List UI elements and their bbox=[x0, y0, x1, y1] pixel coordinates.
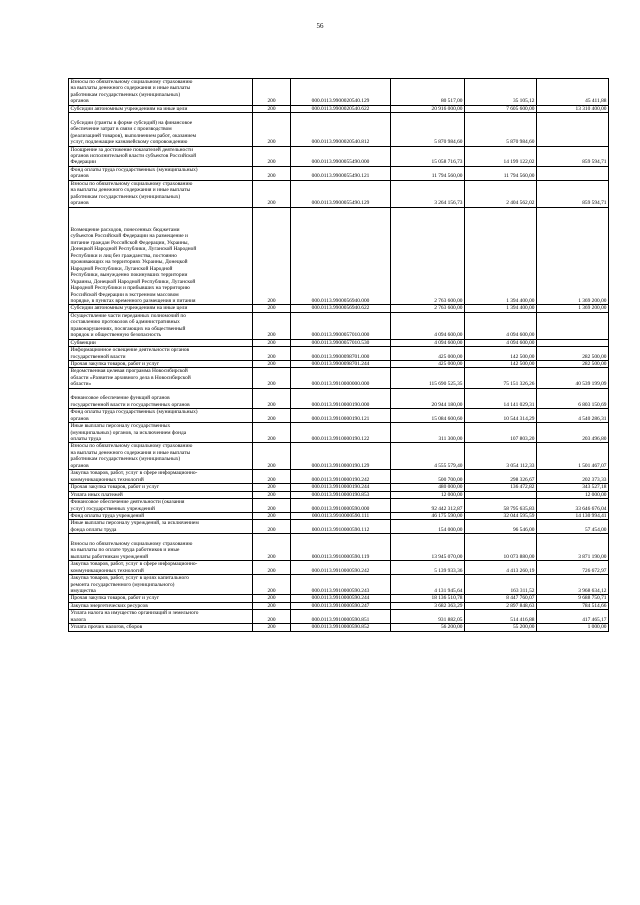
row-description: Прочая закупка товаров, работ и услуг bbox=[69, 361, 253, 368]
row-classification-code: 000.0113.9910000190.242 bbox=[291, 470, 391, 484]
row-classification-code: 000.0113.9910000190.121 bbox=[291, 409, 391, 423]
row-description: Взносы по обязательному социальному страхованию на выплаты денежного содержания и иные выплаты работникам государственных (муниципальных) органов bbox=[69, 79, 253, 106]
row-description: Поощрение за достижение показателей деятельности органов исполнительной власти субъектов Российской Федерации bbox=[69, 146, 253, 166]
row-department-code: 200 bbox=[253, 443, 291, 470]
row-description: Фонд оплаты труда государственных (муниципальных) органов bbox=[69, 166, 253, 180]
row-classification-code: 000.0113.9900055490.129 bbox=[291, 180, 391, 207]
row-classification-code: 000.0113.9900098701.244 bbox=[291, 361, 391, 368]
row-approved-amount: 5 139 933,36 bbox=[391, 561, 465, 575]
row-executed-amount: 58 795 635,83 bbox=[465, 499, 537, 513]
row-department-code: 200 bbox=[253, 113, 291, 146]
row-approved-amount: 12 000,00 bbox=[391, 491, 465, 498]
row-unexecuted-amount bbox=[537, 113, 609, 146]
table-row bbox=[69, 602, 609, 609]
row-executed-amount: 3 054 112,33 bbox=[465, 443, 537, 470]
row-unexecuted-amount: 57 454,00 bbox=[537, 520, 609, 534]
table-row bbox=[69, 79, 609, 106]
row-description: Уплата прочих налогов, сборов bbox=[69, 624, 253, 631]
row-description: Субсидии (гранты в форме субсидий) на финансовое обеспечение затрат в связи с производством (реализацией товаров), выполнением работ, оказанием услуг, подлежащие казначейскому сопровождению bbox=[69, 113, 253, 146]
row-description: Иные выплаты персоналу государственных (муниципальных) органов, за исключением фонда оплаты труда bbox=[69, 423, 253, 443]
row-description: Закупка товаров, работ, услуг в целях капитального ремонта государственного (муниципального) имущества bbox=[69, 575, 253, 595]
row-description: Финансовое обеспечение функций органов государственной власти и государственных органов bbox=[69, 388, 253, 408]
table-row bbox=[69, 575, 609, 595]
row-approved-amount: 4 094 600,00 bbox=[391, 339, 465, 346]
row-unexecuted-amount: 33 646 676,04 bbox=[537, 499, 609, 513]
row-classification-code: 000.0113.9910000590.111 bbox=[291, 513, 391, 520]
row-description: Прочая закупка товаров, работ и услуг bbox=[69, 595, 253, 602]
row-approved-amount: 92 442 312,87 bbox=[391, 499, 465, 513]
row-department-code: 200 bbox=[253, 602, 291, 609]
table-row bbox=[69, 207, 609, 305]
row-executed-amount: 5 870 984,60 bbox=[465, 113, 537, 146]
row-classification-code: 000.0113.9910000590.242 bbox=[291, 561, 391, 575]
row-department-code: 200 bbox=[253, 423, 291, 443]
row-department-code: 200 bbox=[253, 624, 291, 631]
row-approved-amount: 480 000,00 bbox=[391, 484, 465, 491]
row-executed-amount: 142 500,00 bbox=[465, 347, 537, 361]
row-approved-amount: 5 870 984,60 bbox=[391, 113, 465, 146]
table-row bbox=[69, 470, 609, 484]
table-row bbox=[69, 513, 609, 520]
table-row bbox=[69, 166, 609, 180]
row-approved-amount: 4 131 945,64 bbox=[391, 575, 465, 595]
row-unexecuted-amount: 3 968 634,12 bbox=[537, 575, 609, 595]
row-approved-amount: 931 882,05 bbox=[391, 610, 465, 624]
row-unexecuted-amount: 202 373,33 bbox=[537, 470, 609, 484]
row-approved-amount: 425 000,00 bbox=[391, 347, 465, 361]
row-classification-code: 000.0113.9900055490.000 bbox=[291, 146, 391, 166]
row-unexecuted-amount bbox=[537, 312, 609, 339]
row-classification-code: 000.0113.9910000590.247 bbox=[291, 602, 391, 609]
row-department-code: 200 bbox=[253, 470, 291, 484]
row-executed-amount: 8 447 760,07 bbox=[465, 595, 537, 602]
row-approved-amount: 500 700,00 bbox=[391, 470, 465, 484]
table-row bbox=[69, 610, 609, 624]
row-description: Ведомственная целевая программа Новосибирской области «Развитие архивного дела в Новосибирской области» bbox=[69, 368, 253, 388]
row-executed-amount: 136 472,82 bbox=[465, 484, 537, 491]
row-classification-code: 000.0113.9900020540.129 bbox=[291, 79, 391, 106]
row-department-code: 200 bbox=[253, 180, 291, 207]
row-description: Взносы по обязательному социальному страхованию на выплаты по оплате труда работников и иные выплаты работникам учреждений bbox=[69, 534, 253, 561]
row-department-code: 200 bbox=[253, 561, 291, 575]
row-department-code: 200 bbox=[253, 499, 291, 513]
row-unexecuted-amount: 6 803 150,69 bbox=[537, 388, 609, 408]
row-executed-amount: 163 311,52 bbox=[465, 575, 537, 595]
row-approved-amount: 2 763 600,00 bbox=[391, 207, 465, 305]
row-description: Уплата налога на имущество организаций и земельного налога bbox=[69, 610, 253, 624]
row-unexecuted-amount: 12 000,00 bbox=[537, 491, 609, 498]
row-approved-amount: 15 058 716,73 bbox=[391, 146, 465, 166]
row-description: Закупка энергетических ресурсов bbox=[69, 602, 253, 609]
row-approved-amount: 15 084 600,60 bbox=[391, 409, 465, 423]
row-executed-amount: 142 500,00 bbox=[465, 361, 537, 368]
table-row bbox=[69, 105, 609, 112]
row-unexecuted-amount: 1 369 200,00 bbox=[537, 305, 609, 312]
row-unexecuted-amount: 203 496,80 bbox=[537, 423, 609, 443]
row-department-code: 200 bbox=[253, 534, 291, 561]
row-unexecuted-amount: 40 539 199,09 bbox=[537, 368, 609, 388]
row-executed-amount: 35 105,12 bbox=[465, 79, 537, 106]
row-executed-amount: 1 394 400,00 bbox=[465, 305, 537, 312]
row-department-code: 200 bbox=[253, 361, 291, 368]
row-unexecuted-amount bbox=[537, 339, 609, 346]
row-description: Осуществление части переданных полномочий по составлению протоколов об административных правонарушениях, посягающих на общественный порядок и общественную безопасность bbox=[69, 312, 253, 339]
row-department-code: 200 bbox=[253, 339, 291, 346]
row-executed-amount: 96 546,00 bbox=[465, 520, 537, 534]
row-unexecuted-amount: 1 369 200,00 bbox=[537, 207, 609, 305]
row-description: Взносы по обязательному социальному страхованию на выплаты денежного содержания и иные выплаты работникам государственных (муниципальных) органов bbox=[69, 443, 253, 470]
table-row bbox=[69, 368, 609, 388]
table-row bbox=[69, 491, 609, 498]
row-executed-amount bbox=[465, 491, 537, 498]
row-approved-amount: 154 000,00 bbox=[391, 520, 465, 534]
row-approved-amount: 20 944 180,00 bbox=[391, 388, 465, 408]
row-description: Фонд оплаты труда учреждений bbox=[69, 513, 253, 520]
row-unexecuted-amount: 282 500,00 bbox=[537, 347, 609, 361]
row-department-code: 200 bbox=[253, 207, 291, 305]
row-approved-amount: 56 200,00 bbox=[391, 624, 465, 631]
row-classification-code: 000.0113.9910000590.243 bbox=[291, 575, 391, 595]
table-row bbox=[69, 409, 609, 423]
row-approved-amount: 80 517,00 bbox=[391, 79, 465, 106]
row-executed-amount: 298 326,67 bbox=[465, 470, 537, 484]
row-description: Возмещение расходов, понесенных бюджетами субъектов Российской Федерации на размещение и питание граждан Российской Федерации, Украины, Донецкой Народной Республики, Луганской Народной Республики и лиц без гражданства, постоянно проживающих на территориях Украины, Донецкой Народной Республики, Луганской Народной Республики, вынужденно покинувших территории Украины, Донецкой Народной Республики, Луганской Народной Республики и прибывших на территорию Российской Федерации в экстренном массовом порядке, в пунктах временного размещения и питания bbox=[69, 207, 253, 305]
table-row bbox=[69, 146, 609, 166]
row-unexecuted-amount: 1 501 467,07 bbox=[537, 443, 609, 470]
table-row bbox=[69, 361, 609, 368]
table-row bbox=[69, 347, 609, 361]
row-department-code: 200 bbox=[253, 347, 291, 361]
row-description: Прочая закупка товаров, работ и услуг bbox=[69, 484, 253, 491]
row-approved-amount: 11 794 560,00 bbox=[391, 166, 465, 180]
row-approved-amount: 3 682 363,29 bbox=[391, 602, 465, 609]
row-executed-amount: 1 394 400,00 bbox=[465, 207, 537, 305]
row-classification-code: 000.0113.9900055490.121 bbox=[291, 166, 391, 180]
row-approved-amount: 3 264 156,73 bbox=[391, 180, 465, 207]
row-unexecuted-amount: 3 871 190,00 bbox=[537, 534, 609, 561]
row-classification-code: 000.0113.9910000190.129 bbox=[291, 443, 391, 470]
table-row bbox=[69, 499, 609, 513]
row-approved-amount: 311 300,00 bbox=[391, 423, 465, 443]
row-executed-amount: 107 803,20 bbox=[465, 423, 537, 443]
row-description: Закупка товаров, работ, услуг в сфере информационно- коммуникационных технологий bbox=[69, 470, 253, 484]
row-description: Субсидии автономным учреждениям на иные цели bbox=[69, 105, 253, 112]
row-classification-code: 000.0113.9900020540.622 bbox=[291, 105, 391, 112]
row-description: Субсидии автономным учреждениям на иные цели bbox=[69, 305, 253, 312]
row-executed-amount: 10 073 880,00 bbox=[465, 534, 537, 561]
row-approved-amount: 18 136 510,78 bbox=[391, 595, 465, 602]
row-classification-code: 000.0113.9910000590.000 bbox=[291, 499, 391, 513]
row-approved-amount: 46 175 590,00 bbox=[391, 513, 465, 520]
row-unexecuted-amount: 9 688 750,71 bbox=[537, 595, 609, 602]
row-department-code: 200 bbox=[253, 513, 291, 520]
row-executed-amount: 75 151 326,26 bbox=[465, 368, 537, 388]
row-executed-amount: 10 544 314,29 bbox=[465, 409, 537, 423]
table-row bbox=[69, 595, 609, 602]
table-row bbox=[69, 484, 609, 491]
row-approved-amount: 4 094 600,00 bbox=[391, 312, 465, 339]
row-unexecuted-amount: 417 465,17 bbox=[537, 610, 609, 624]
row-approved-amount: 20 916 000,00 bbox=[391, 105, 465, 112]
table-row bbox=[69, 388, 609, 408]
row-department-code: 200 bbox=[253, 575, 291, 595]
row-executed-amount: 4 413 260,19 bbox=[465, 561, 537, 575]
row-classification-code: 000.0113.9910000190.000 bbox=[291, 388, 391, 408]
row-executed-amount: 14 141 029,31 bbox=[465, 388, 537, 408]
row-executed-amount: 14 199 122,02 bbox=[465, 146, 537, 166]
row-department-code: 200 bbox=[253, 312, 291, 339]
table-row bbox=[69, 305, 609, 312]
row-department-code: 200 bbox=[253, 520, 291, 534]
row-executed-amount: 7 605 600,00 bbox=[465, 105, 537, 112]
row-classification-code: 000.0113.9910000190.853 bbox=[291, 491, 391, 498]
row-unexecuted-amount: 726 672,97 bbox=[537, 561, 609, 575]
row-department-code: 200 bbox=[253, 305, 291, 312]
row-classification-code: 000.0113.9910000000.000 bbox=[291, 368, 391, 388]
row-department-code: 200 bbox=[253, 595, 291, 602]
row-department-code: 200 bbox=[253, 484, 291, 491]
row-executed-amount: 55 200,00 bbox=[465, 624, 537, 631]
table-row bbox=[69, 339, 609, 346]
row-classification-code: 000.0113.9900098701.000 bbox=[291, 347, 391, 361]
table-row bbox=[69, 180, 609, 207]
table-row bbox=[69, 561, 609, 575]
row-approved-amount: 4 555 579,40 bbox=[391, 443, 465, 470]
row-classification-code: 000.0113.9900020540.812 bbox=[291, 113, 391, 146]
row-unexecuted-amount: 13 310 400,00 bbox=[537, 105, 609, 112]
row-executed-amount: 4 094 600,00 bbox=[465, 312, 537, 339]
row-classification-code: 000.0113.9900056940.622 bbox=[291, 305, 391, 312]
row-description: Уплата иных платежей bbox=[69, 491, 253, 498]
row-unexecuted-amount: 14 130 994,41 bbox=[537, 513, 609, 520]
row-department-code: 200 bbox=[253, 146, 291, 166]
row-unexecuted-amount: 4 540 286,31 bbox=[537, 409, 609, 423]
table-row bbox=[69, 113, 609, 146]
row-department-code: 200 bbox=[253, 409, 291, 423]
row-classification-code: 000.0113.9910000190.244 bbox=[291, 484, 391, 491]
row-department-code: 200 bbox=[253, 610, 291, 624]
page-number: 56 bbox=[316, 22, 324, 30]
row-department-code: 200 bbox=[253, 491, 291, 498]
row-unexecuted-amount: 859 594,71 bbox=[537, 146, 609, 166]
row-description: Информационное освещение деятельности органов государственной власти bbox=[69, 347, 253, 361]
row-classification-code: 000.0113.9900057010.530 bbox=[291, 339, 391, 346]
row-unexecuted-amount: 1 000,00 bbox=[537, 624, 609, 631]
table-row bbox=[69, 534, 609, 561]
table-row bbox=[69, 624, 609, 631]
table-row bbox=[69, 443, 609, 470]
row-approved-amount: 2 763 600,00 bbox=[391, 305, 465, 312]
row-classification-code: 000.0113.9910000590.244 bbox=[291, 595, 391, 602]
row-executed-amount: 2 897 848,63 bbox=[465, 602, 537, 609]
row-department-code: 200 bbox=[253, 105, 291, 112]
row-executed-amount: 514 416,88 bbox=[465, 610, 537, 624]
row-classification-code: 000.0113.9910000190.122 bbox=[291, 423, 391, 443]
table-row bbox=[69, 423, 609, 443]
row-classification-code: 000.0113.9900056940.000 bbox=[291, 207, 391, 305]
row-executed-amount: 2 404 562,02 bbox=[465, 180, 537, 207]
row-department-code: 200 bbox=[253, 368, 291, 388]
row-approved-amount: 425 000,00 bbox=[391, 361, 465, 368]
row-department-code: 200 bbox=[253, 79, 291, 106]
row-unexecuted-amount: 343 527,18 bbox=[537, 484, 609, 491]
row-unexecuted-amount bbox=[537, 166, 609, 180]
budget-execution-table bbox=[68, 78, 609, 632]
row-executed-amount: 11 794 560,00 bbox=[465, 166, 537, 180]
row-unexecuted-amount: 859 594,71 bbox=[537, 180, 609, 207]
row-executed-amount: 32 044 595,59 bbox=[465, 513, 537, 520]
row-classification-code: 000.0113.9900057010.000 bbox=[291, 312, 391, 339]
row-description: Фонд оплаты труда государственных (муниципальных) органов bbox=[69, 409, 253, 423]
row-classification-code: 000.0113.9910000590.851 bbox=[291, 610, 391, 624]
row-executed-amount: 4 094 600,00 bbox=[465, 339, 537, 346]
row-description: Иные выплаты персоналу учреждений, за исключением фонда оплаты труда bbox=[69, 520, 253, 534]
row-description: Финансовое обеспечение деятельности (оказания услуг) государственных учреждений bbox=[69, 499, 253, 513]
row-classification-code: 000.0113.9910000590.112 bbox=[291, 520, 391, 534]
table-row bbox=[69, 312, 609, 339]
row-approved-amount: 13 945 070,00 bbox=[391, 534, 465, 561]
row-classification-code: 000.0113.9910000590.119 bbox=[291, 534, 391, 561]
row-department-code: 200 bbox=[253, 166, 291, 180]
row-description: Закупка товаров, работ, услуг в сфере информационно- коммуникационных технологий bbox=[69, 561, 253, 575]
row-unexecuted-amount: 784 514,66 bbox=[537, 602, 609, 609]
row-description: Субвенции bbox=[69, 339, 253, 346]
row-department-code: 200 bbox=[253, 388, 291, 408]
table-row bbox=[69, 520, 609, 534]
row-approved-amount: 115 690 525,35 bbox=[391, 368, 465, 388]
row-classification-code: 000.0113.9910000590.852 bbox=[291, 624, 391, 631]
row-unexecuted-amount: 282 500,00 bbox=[537, 361, 609, 368]
row-description: Взносы по обязательному социальному страхованию на выплаты денежного содержания и иные выплаты работникам государственных (муниципальных) органов bbox=[69, 180, 253, 207]
row-unexecuted-amount: 45 411,88 bbox=[537, 79, 609, 106]
